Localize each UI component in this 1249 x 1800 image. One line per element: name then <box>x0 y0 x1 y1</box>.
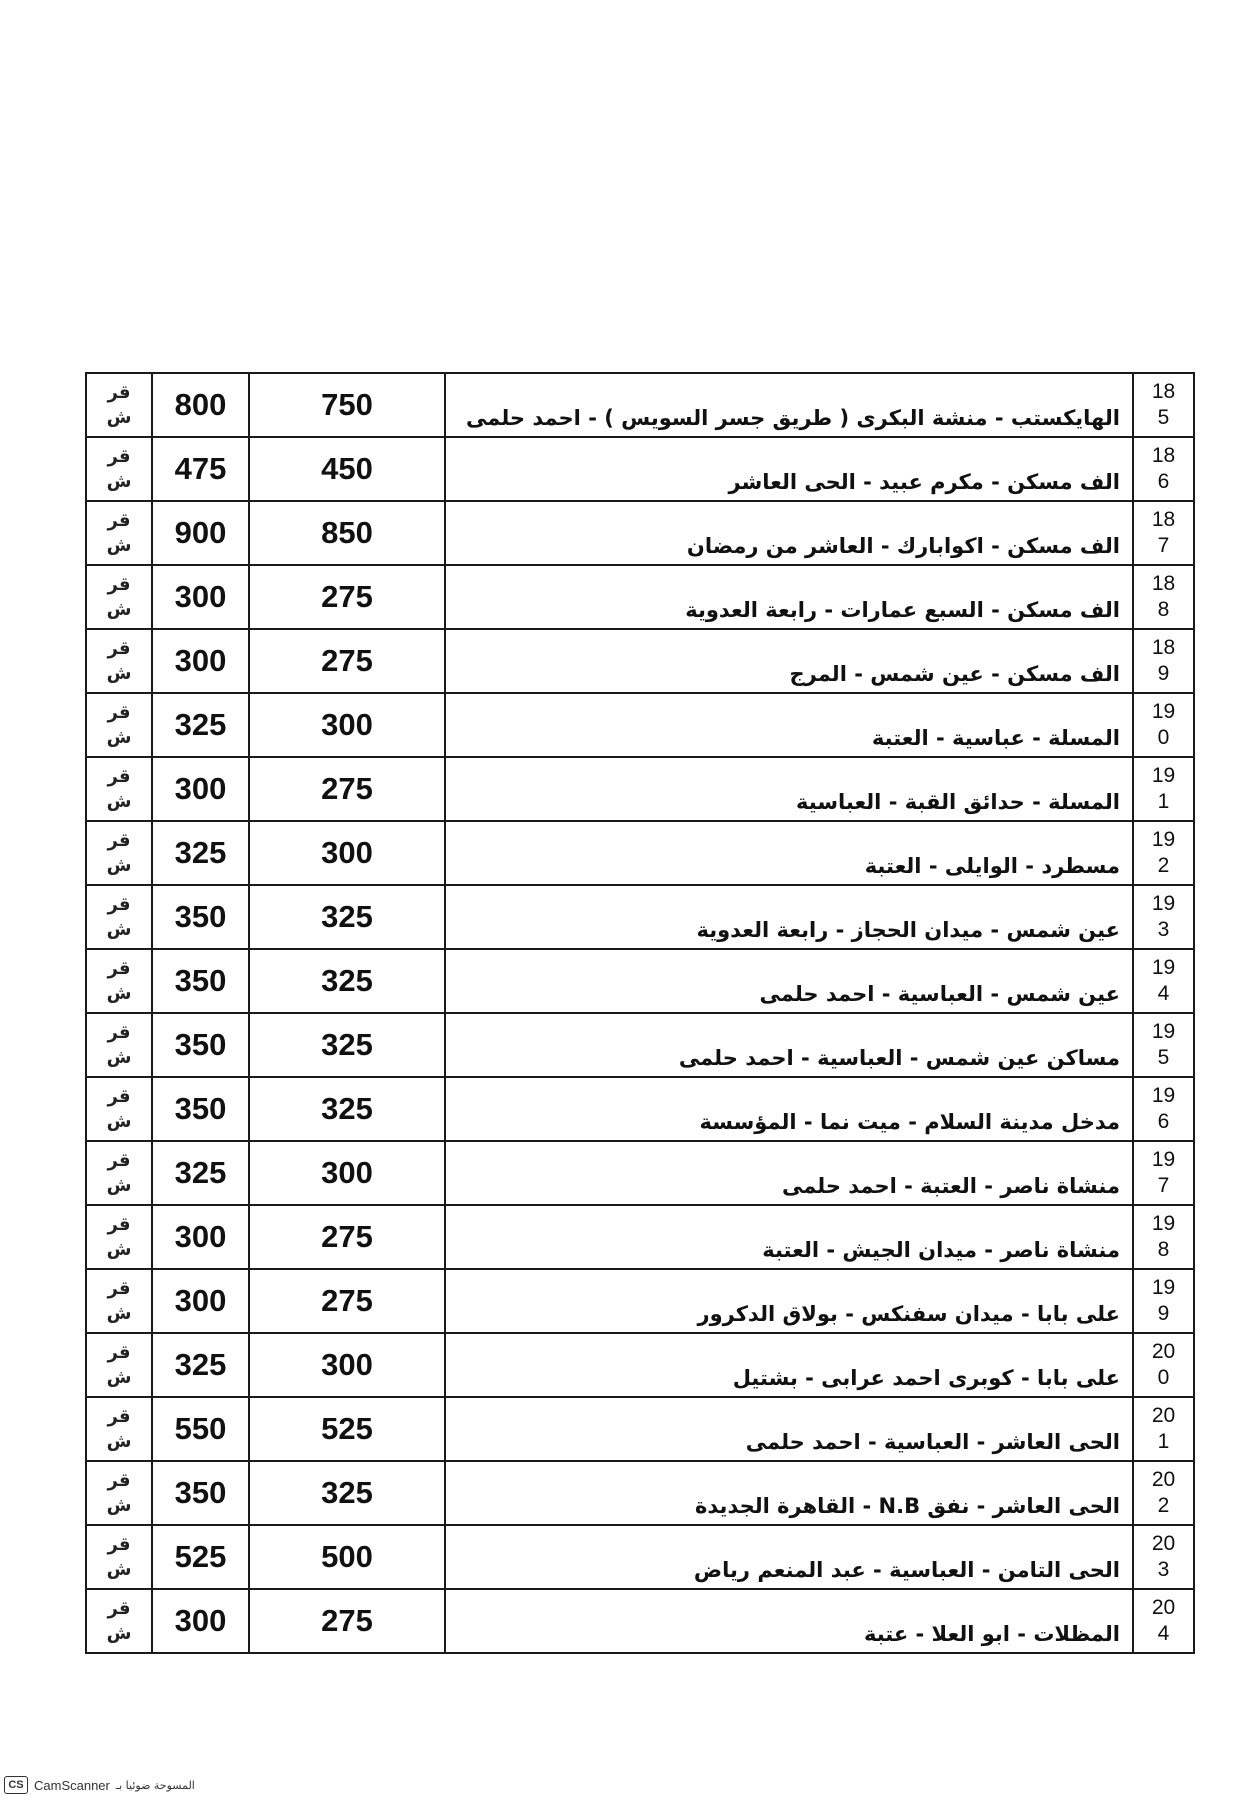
currency-unit-cell <box>86 821 152 885</box>
currency-unit-cell <box>86 1333 152 1397</box>
currency-unit-top: قر <box>107 1598 131 1619</box>
line-number-cell <box>1133 437 1194 501</box>
currency-unit-cell <box>86 1589 152 1653</box>
currency-unit-top: قر <box>107 958 131 979</box>
line-number-top: 19 <box>1151 1212 1176 1235</box>
line-number-top: 19 <box>1151 700 1176 723</box>
currency-unit-bottom: ش <box>106 663 132 684</box>
line-number-top: 19 <box>1151 892 1176 915</box>
route-cell: الحى العاشر - العباسية - احمد حلمى <box>445 1397 1133 1461</box>
line-number-top: 19 <box>1151 1148 1176 1171</box>
currency-unit-top: قر <box>107 766 131 787</box>
new-price-cell: 300 <box>152 629 249 693</box>
line-number-cell <box>1133 885 1194 949</box>
currency-unit-top: قر <box>107 638 131 659</box>
currency-unit-top: قر <box>107 1278 131 1299</box>
route-cell: منشاة ناصر - العتبة - احمد حلمى <box>445 1141 1133 1205</box>
currency-unit-top: قر <box>107 1022 131 1043</box>
route-cell: الف مسكن - مكرم عبيد - الحى العاشر <box>445 437 1133 501</box>
line-number-cell <box>1133 1269 1194 1333</box>
currency-unit-top: قر <box>107 510 131 531</box>
new-price-cell: 525 <box>152 1525 249 1589</box>
line-number-bottom: 6 <box>1157 470 1170 493</box>
old-price-cell: 300 <box>249 1333 445 1397</box>
table-row <box>86 1525 1194 1589</box>
line-number-bottom: 4 <box>1157 982 1170 1005</box>
line-number-top: 20 <box>1151 1340 1176 1363</box>
table-row <box>86 1013 1194 1077</box>
route-cell: منشاة ناصر - ميدان الجيش - العتبة <box>445 1205 1133 1269</box>
table-row <box>86 949 1194 1013</box>
currency-unit-bottom: ش <box>106 1047 132 1068</box>
line-number-bottom: 4 <box>1157 1622 1170 1645</box>
route-cell: الهايكستب - منشة البكرى ( طريق جسر السويس ) - احمد حلمى <box>445 373 1133 437</box>
currency-unit-top: قر <box>107 1406 131 1427</box>
line-number-bottom: 5 <box>1157 406 1170 429</box>
currency-unit-top: قر <box>107 446 131 467</box>
new-price-cell: 800 <box>152 373 249 437</box>
route-cell: مساكن عين شمس - العباسية - احمد حلمى <box>445 1013 1133 1077</box>
line-number-top: 19 <box>1151 956 1176 979</box>
line-number-bottom: 9 <box>1157 1302 1170 1325</box>
line-number-top: 19 <box>1151 1276 1176 1299</box>
line-number-top: 18 <box>1151 380 1176 403</box>
old-price-cell: 275 <box>249 1589 445 1653</box>
currency-unit-bottom: ش <box>106 983 132 1004</box>
currency-unit-top: قر <box>107 574 131 595</box>
table-row <box>86 1141 1194 1205</box>
new-price-cell: 350 <box>152 1461 249 1525</box>
camscanner-caption: المسوحة ضوئيا بـ <box>115 1778 195 1792</box>
camscanner-logo-icon: CS <box>4 1776 28 1794</box>
table-row <box>86 1333 1194 1397</box>
currency-unit-top: قر <box>107 1150 131 1171</box>
line-number-top: 18 <box>1151 572 1176 595</box>
line-number-cell <box>1133 757 1194 821</box>
route-cell: على بابا - ميدان سفنكس - بولاق الدكرور <box>445 1269 1133 1333</box>
old-price-cell: 275 <box>249 1205 445 1269</box>
line-number-cell <box>1133 1205 1194 1269</box>
line-number-bottom: 3 <box>1157 918 1170 941</box>
currency-unit-cell <box>86 1013 152 1077</box>
currency-unit-top: قر <box>107 1342 131 1363</box>
currency-unit-bottom: ش <box>106 919 132 940</box>
new-price-cell: 350 <box>152 885 249 949</box>
route-cell: على بابا - كوبرى احمد عرابى - بشتيل <box>445 1333 1133 1397</box>
old-price-cell: 275 <box>249 629 445 693</box>
table-row <box>86 1269 1194 1333</box>
camscanner-watermark <box>4 1776 195 1794</box>
new-price-cell: 350 <box>152 1077 249 1141</box>
table-row <box>86 501 1194 565</box>
new-price-cell: 300 <box>152 565 249 629</box>
currency-unit-cell <box>86 1269 152 1333</box>
table-row <box>86 1589 1194 1653</box>
route-cell: الف مسكن - اكوابارك - العاشر من رمضان <box>445 501 1133 565</box>
line-number-bottom: 1 <box>1157 1430 1170 1453</box>
line-number-bottom: 0 <box>1157 726 1170 749</box>
line-number-cell <box>1133 565 1194 629</box>
line-number-top: 19 <box>1151 764 1176 787</box>
new-price-cell: 325 <box>152 1333 249 1397</box>
currency-unit-cell <box>86 565 152 629</box>
currency-unit-bottom: ش <box>106 791 132 812</box>
line-number-cell <box>1133 1589 1194 1653</box>
currency-unit-bottom: ش <box>106 471 132 492</box>
currency-unit-bottom: ش <box>106 1431 132 1452</box>
currency-unit-top: قر <box>107 894 131 915</box>
old-price-cell: 450 <box>249 437 445 501</box>
table-row <box>86 693 1194 757</box>
line-number-cell <box>1133 629 1194 693</box>
line-number-cell <box>1133 1141 1194 1205</box>
line-number-cell <box>1133 1397 1194 1461</box>
line-number-cell <box>1133 373 1194 437</box>
currency-unit-cell <box>86 1077 152 1141</box>
currency-unit-cell <box>86 1397 152 1461</box>
old-price-cell: 325 <box>249 885 445 949</box>
line-number-bottom: 7 <box>1157 1174 1170 1197</box>
new-price-cell: 325 <box>152 693 249 757</box>
currency-unit-cell <box>86 757 152 821</box>
currency-unit-cell <box>86 1461 152 1525</box>
old-price-cell: 850 <box>249 501 445 565</box>
line-number-bottom: 9 <box>1157 662 1170 685</box>
old-price-cell: 750 <box>249 373 445 437</box>
new-price-cell: 550 <box>152 1397 249 1461</box>
old-price-cell: 300 <box>249 1141 445 1205</box>
old-price-cell: 500 <box>249 1525 445 1589</box>
new-price-cell: 300 <box>152 1269 249 1333</box>
line-number-top: 20 <box>1151 1468 1176 1491</box>
currency-unit-bottom: ش <box>106 1495 132 1516</box>
currency-unit-cell <box>86 629 152 693</box>
line-number-top: 20 <box>1151 1596 1176 1619</box>
line-number-cell <box>1133 1461 1194 1525</box>
old-price-cell: 325 <box>249 949 445 1013</box>
table-row <box>86 373 1194 437</box>
currency-unit-bottom: ش <box>106 727 132 748</box>
old-price-cell: 325 <box>249 1013 445 1077</box>
currency-unit-bottom: ش <box>106 1303 132 1324</box>
old-price-cell: 275 <box>249 757 445 821</box>
route-cell: الحى التامن - العباسية - عبد المنعم رياض <box>445 1525 1133 1589</box>
line-number-top: 20 <box>1151 1532 1176 1555</box>
new-price-cell: 325 <box>152 821 249 885</box>
new-price-cell: 300 <box>152 757 249 821</box>
old-price-cell: 275 <box>249 1269 445 1333</box>
line-number-bottom: 6 <box>1157 1110 1170 1133</box>
fares-table <box>85 372 1195 1654</box>
line-number-top: 20 <box>1151 1404 1176 1427</box>
currency-unit-bottom: ش <box>106 855 132 876</box>
line-number-top: 18 <box>1151 444 1176 467</box>
table-row <box>86 565 1194 629</box>
table-row <box>86 885 1194 949</box>
currency-unit-top: قر <box>107 830 131 851</box>
new-price-cell: 300 <box>152 1205 249 1269</box>
currency-unit-bottom: ش <box>106 1623 132 1644</box>
old-price-cell: 525 <box>249 1397 445 1461</box>
currency-unit-cell <box>86 437 152 501</box>
line-number-cell <box>1133 949 1194 1013</box>
new-price-cell: 350 <box>152 949 249 1013</box>
route-cell: عين شمس - العباسية - احمد حلمى <box>445 949 1133 1013</box>
new-price-cell: 325 <box>152 1141 249 1205</box>
table-row <box>86 757 1194 821</box>
new-price-cell: 350 <box>152 1013 249 1077</box>
currency-unit-bottom: ش <box>106 1367 132 1388</box>
route-cell: الف مسكن - عين شمس - المرج <box>445 629 1133 693</box>
line-number-cell <box>1133 501 1194 565</box>
route-cell: مدخل مدينة السلام - ميت نما - المؤسسة <box>445 1077 1133 1141</box>
old-price-cell: 325 <box>249 1461 445 1525</box>
line-number-bottom: 1 <box>1157 790 1170 813</box>
currency-unit-bottom: ش <box>106 1239 132 1260</box>
table-row <box>86 1461 1194 1525</box>
line-number-cell <box>1133 693 1194 757</box>
route-cell: مسطرد - الوايلى - العتبة <box>445 821 1133 885</box>
currency-unit-top: قر <box>107 1534 131 1555</box>
old-price-cell: 275 <box>249 565 445 629</box>
line-number-cell <box>1133 1333 1194 1397</box>
line-number-cell <box>1133 1013 1194 1077</box>
line-number-top: 19 <box>1151 1020 1176 1043</box>
line-number-bottom: 2 <box>1157 854 1170 877</box>
line-number-cell <box>1133 1525 1194 1589</box>
route-cell: المظلات - ابو العلا - عتبة <box>445 1589 1133 1653</box>
table-row <box>86 1205 1194 1269</box>
currency-unit-top: قر <box>107 382 131 403</box>
table-row <box>86 437 1194 501</box>
fares-table-body <box>86 373 1194 1653</box>
line-number-bottom: 8 <box>1157 1238 1170 1261</box>
new-price-cell: 900 <box>152 501 249 565</box>
line-number-cell <box>1133 821 1194 885</box>
line-number-cell <box>1133 1077 1194 1141</box>
currency-unit-cell <box>86 1525 152 1589</box>
currency-unit-cell <box>86 1141 152 1205</box>
new-price-cell: 475 <box>152 437 249 501</box>
currency-unit-bottom: ش <box>106 1559 132 1580</box>
line-number-bottom: 3 <box>1157 1558 1170 1581</box>
currency-unit-bottom: ش <box>106 599 132 620</box>
currency-unit-bottom: ش <box>106 407 132 428</box>
old-price-cell: 300 <box>249 693 445 757</box>
currency-unit-top: قر <box>107 702 131 723</box>
currency-unit-cell <box>86 693 152 757</box>
currency-unit-cell <box>86 501 152 565</box>
table-row <box>86 821 1194 885</box>
currency-unit-cell <box>86 373 152 437</box>
line-number-top: 18 <box>1151 636 1176 659</box>
route-cell: المسلة - عباسية - العتبة <box>445 693 1133 757</box>
currency-unit-bottom: ش <box>106 535 132 556</box>
table-row <box>86 629 1194 693</box>
route-cell: الحى العاشر - نفق N.B - القاهرة الجديدة <box>445 1461 1133 1525</box>
line-number-top: 18 <box>1151 508 1176 531</box>
table-row <box>86 1077 1194 1141</box>
line-number-top: 19 <box>1151 828 1176 851</box>
line-number-bottom: 2 <box>1157 1494 1170 1517</box>
line-number-top: 19 <box>1151 1084 1176 1107</box>
line-number-bottom: 7 <box>1157 534 1170 557</box>
line-number-bottom: 8 <box>1157 598 1170 621</box>
route-cell: عين شمس - ميدان الحجاز - رابعة العدوية <box>445 885 1133 949</box>
currency-unit-cell <box>86 1205 152 1269</box>
currency-unit-cell <box>86 885 152 949</box>
currency-unit-cell <box>86 949 152 1013</box>
old-price-cell: 300 <box>249 821 445 885</box>
currency-unit-bottom: ش <box>106 1111 132 1132</box>
currency-unit-top: قر <box>107 1214 131 1235</box>
route-cell: الف مسكن - السبع عمارات - رابعة العدوية <box>445 565 1133 629</box>
camscanner-brand: CamScanner <box>34 1777 110 1793</box>
currency-unit-top: قر <box>107 1086 131 1107</box>
currency-unit-bottom: ش <box>106 1175 132 1196</box>
line-number-bottom: 5 <box>1157 1046 1170 1069</box>
currency-unit-top: قر <box>107 1470 131 1491</box>
old-price-cell: 325 <box>249 1077 445 1141</box>
new-price-cell: 300 <box>152 1589 249 1653</box>
table-row <box>86 1397 1194 1461</box>
line-number-bottom: 0 <box>1157 1366 1170 1389</box>
route-cell: المسلة - حدائق القبة - العباسية <box>445 757 1133 821</box>
